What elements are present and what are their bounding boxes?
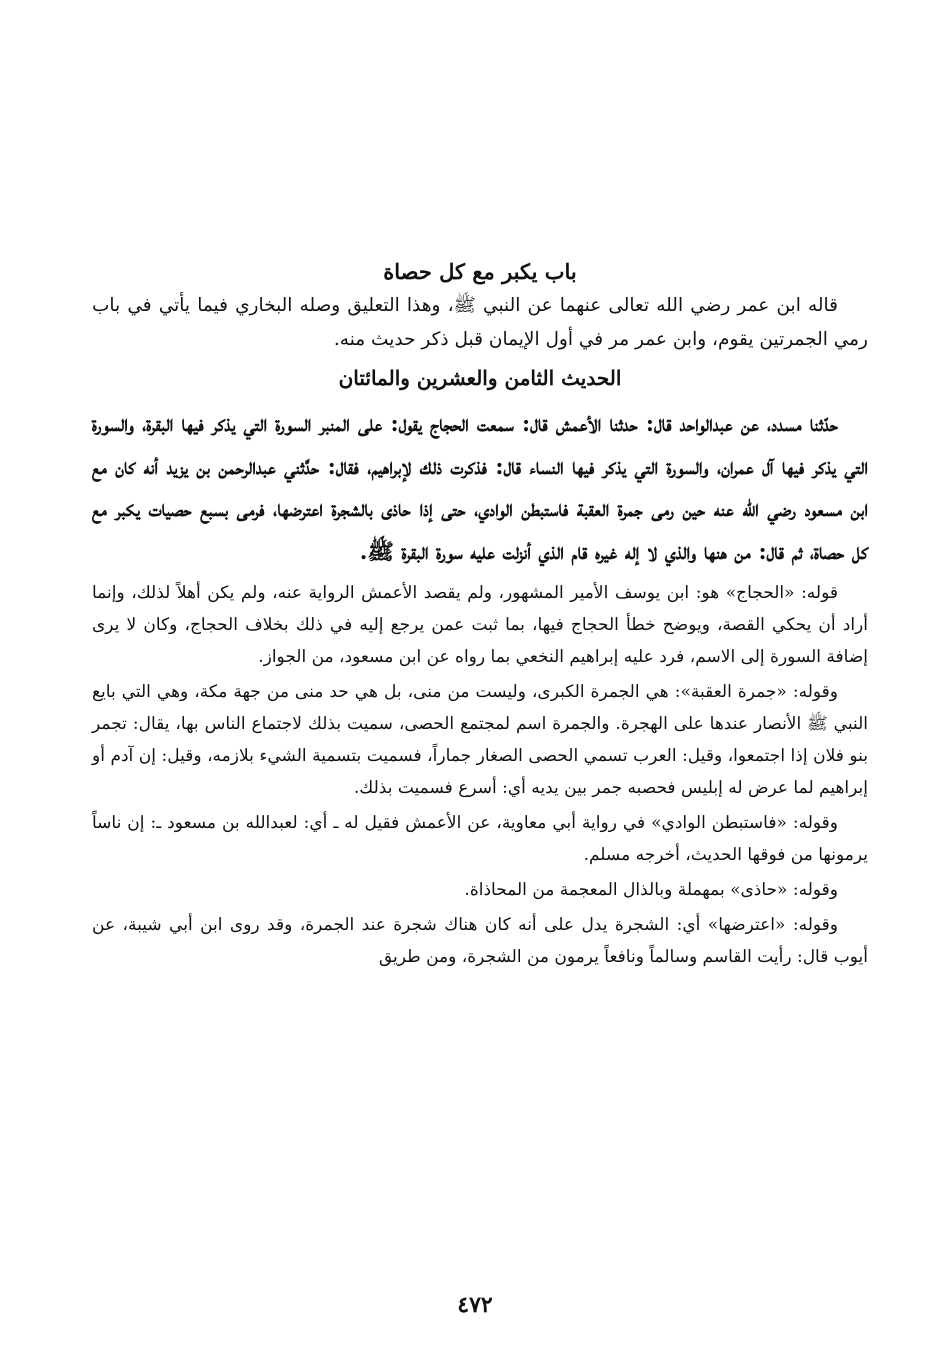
hadith-title: الحديث الثامن والعشرين والمائتان — [338, 366, 622, 390]
commentary-paragraph: وقوله: «حاذى» بمهملة وبالذال المعجمة من المحاذاة. — [464, 880, 838, 900]
commentary-paragraph: وقوله: «فاستبطن الوادي» في رواية أبي معاوية، عن الأعمش فقيل له ـ أي: لعبدالله بن مسعود ـ: إن ناساً يرمونها من فوقها الحديث، أخرجه مسلم. — [92, 813, 868, 865]
intro-paragraph: قاله ابن عمر رضي الله تعالى عنهما عن النبي ﷺ، وهذا التعليق وصله البخاري فيما يأتي في باب رمي الجمرتين يقوم، وابن عمر مر في أول الإيمان قبل ذكر حديث منه. — [92, 295, 868, 350]
commentary-paragraph: وقوله: «جمرة العقبة»: هي الجمرة الكبرى، وليست من منى، بل هي حد منى من جهة مكة، وهي التي بايع النبي ﷺ الأنصار عندها على الهجرة. والجمرة اسم لمجتمع الحصى، سميت بذلك لاجتماع الناس بها، يقال: تجمر بنو فلان إذا اجتمعوا، وقيل: العرب تسمي الحصى الصغار جماراً، فسميت بتسمية الشيء بلازمه، وقيل: إن آدم أو إبراهيم لما عرض له إبليس فحصبه جمر بين يديه أي: أسرع فسميت بذلك. — [92, 682, 868, 798]
page-number: ٤٧٢ — [457, 1292, 493, 1318]
hadith-text: حدّثنا مسدد، عن عبدالواحد قال: حدثنا الأعمش قال: سمعت الحجاج يقول: على المنبر السورة التي يذكر فيها البقرة، والسورة التي يذكر فيها آل عمران، والسورة التي يذكر فيها النساء قال: فذكرت ذلك لإبراهيم، فقال: حدَّثني عبدالرحمن بن يزيد أنه كان مع ابن مسعود رضي الله عنه حين رمى جمرة العقبة فاستبطن الوادي، حتى إذا حاذى بالشجرة اعترضها، فرمى بسبع حصيات يكبر مع كل حصاة، ثم قال: من هنها والذي لا إله غيره قام الذي أنزلت عليه سورة البقرة ﷺ. — [92, 411, 868, 565]
page-body — [92, 255, 868, 976]
commentary-paragraph: وقوله: «اعترضها» أي: الشجرة يدل على أنه كان هناك شجرة عند الجمرة، وقد روى ابن أبي شيبة، عن أيوب قال: رأيت القاسم وسالماً ونافعاً يرمون من الشجرة، ومن طريق — [92, 915, 868, 967]
commentary-paragraph: قوله: «الحجاج» هو: ابن يوسف الأمير المشهور، ولم يقصد الأعمش الرواية عنه، ولم يكن أهلاً لذلك، وإنما أراد أن يحكي القصة، ويوضح خطأ الحجاج فيها، بما ثبت عمن يرجع إليه في ذلك بخلاف الحجاج، وكان لا يرى إضافة السورة إلى الاسم، فرد عليه إبراهيم النخعي بما رواه عن ابن مسعود، من الجواز. — [92, 583, 868, 667]
chapter-heading: باب يكبر مع كل حصاة — [383, 259, 577, 284]
